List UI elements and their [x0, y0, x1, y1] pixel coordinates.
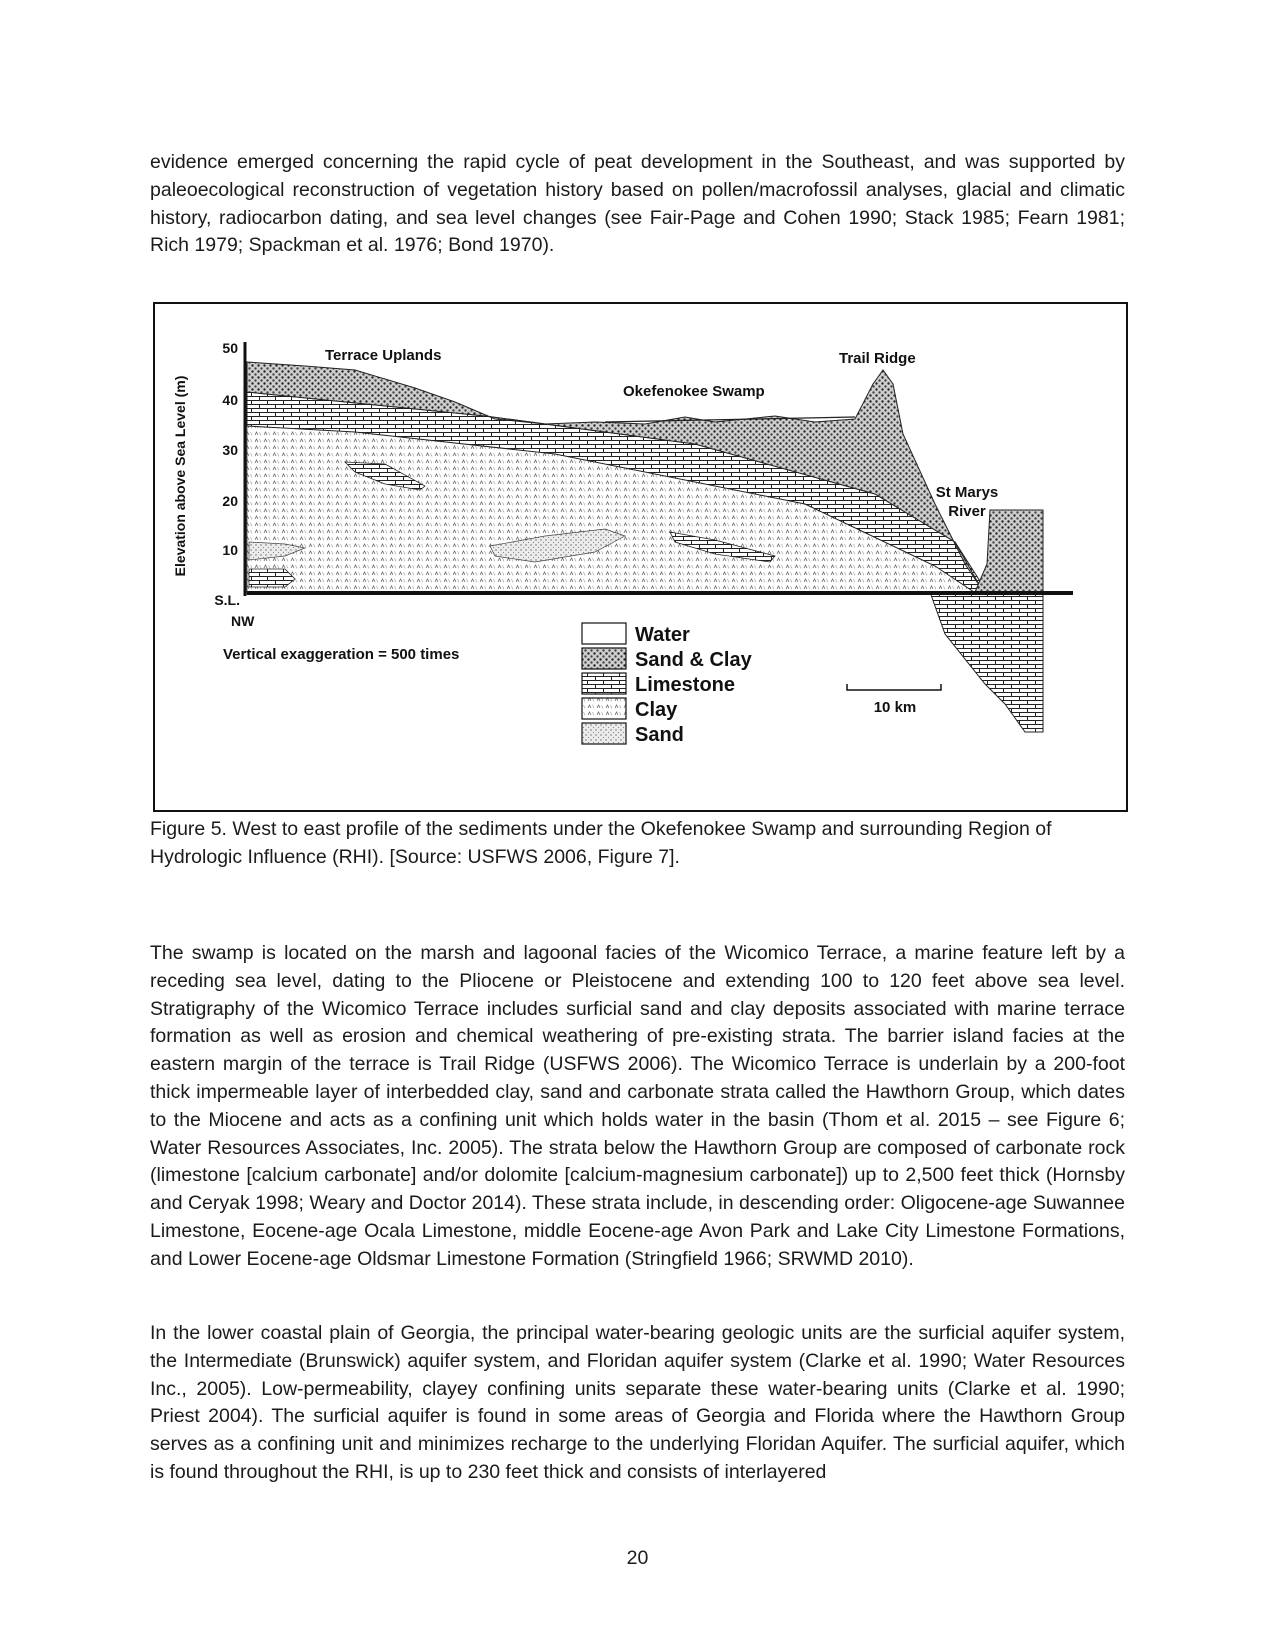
direction-nw: NW	[231, 613, 255, 629]
scale-bar-label: 10 km	[873, 699, 917, 716]
y-tick-50: 50	[222, 340, 238, 356]
limestone-lens	[249, 569, 295, 587]
legend-swatch-water	[582, 623, 626, 644]
intro-paragraph: evidence emerged concerning the rapid cycle of peat development in the Southeast, and was supported by paleoecological reconstruction of vegetation history based on pollen/macrofossil analyses, glacial and climatic history, radiocarbon dating, and sea level changes (see Fair-Page and Cohen 1990; Stack 1985; Fearn 1981; Rich 1979; Spackman et al. 1976; Bond 1970).	[150, 151, 1125, 257]
legend-label-sand: Sand	[635, 724, 684, 746]
legend-label-clay: Clay	[635, 699, 678, 721]
y-tick-30: 30	[222, 442, 238, 458]
page-number: 20	[626, 1547, 649, 1569]
label-st-marys: St Marys	[935, 484, 999, 501]
label-trail-ridge: Trail Ridge	[839, 350, 916, 367]
y-axis-label: Elevation above Sea Level (m)	[172, 375, 188, 577]
legend-label-water: Water	[635, 624, 690, 646]
figure-5-profile	[153, 302, 1128, 812]
legend-swatch-sand	[582, 723, 626, 744]
st-marys-sand-clay	[975, 510, 1043, 592]
label-terrace-uplands: Terrace Uplands	[325, 347, 442, 364]
label-okefenokee-swamp: Okefenokee Swamp	[623, 383, 765, 400]
legend-label-limestone: Limestone	[635, 674, 736, 696]
y-tick-20: 20	[222, 493, 238, 509]
body-paragraph-aquifers: In the lower coastal plain of Georgia, the principal water-bearing geologic units are the surficial aquifer system, the Intermediate (Brunswick) aquifer system, and Floridan aquifer system (Clarke et al. 1990; Water Resources Inc., 2005). Low-permeability, clayey confining units separate these water-bearing units (Clarke et al. 1990; Priest 2004). The surficial aquifer is found in some areas of Georgia and Florida where the Hawthorn Group serves as a confining unit and minimizes recharge to the underlying Floridan Aquifer. The surficial aquifer, which is found throughout the RHI, is up to 230 feet thick and consists of interlayered	[150, 1322, 1125, 1483]
figure-caption: Figure 5. West to east profile of the sediments under the Okefenokee Swamp and surrounding Region of Hydrologic Influence (RHI). [Source: USFWS 2006, Figure 7].	[150, 818, 1052, 868]
legend-label-sand-clay: Sand & Clay	[635, 649, 752, 671]
legend-swatch-sand-clay	[582, 648, 626, 669]
y-tick-sl: S.L.	[214, 592, 240, 608]
y-tick-40: 40	[222, 392, 238, 408]
st-marys-limestone	[930, 592, 1043, 732]
legend-swatch-limestone	[582, 673, 626, 694]
body-paragraph-wicomico: The swamp is located on the marsh and lagoonal facies of the Wicomico Terrace, a marine feature left by a receding sea level, dating to the Pliocene or Pleistocene and extending 100 to 120 feet above sea level. Stratigraphy of the Wicomico Terrace includes surficial sand and clay deposits associated with marine terrace formation as well as erosion and chemical weathering of pre-existing strata. The barrier island facies at the eastern margin of the terrace is Trail Ridge (USFWS 2006). The Wicomico Terrace is underlain by a 200-foot thick impermeable layer of interbedded clay, sand and carbonate strata called the Hawthorn Group, which dates to the Miocene and acts as a confining unit which holds water in the basin (Thom et al. 2015 – see Figure 6; Water Resources Associates, Inc. 2005). The strata below the Hawthorn Group are composed of carbonate rock (limestone [calcium carbonate] and/or dolomite [calcium-magnesium carbonate]) up to 2,500 feet thick (Hornsby and Ceryak 1998; Weary and Doctor 2014). These strata include, in descending order: Oligocene-age Suwannee Limestone, Eocene-age Ocala Limestone, middle Eocene-age Avon Park and Lake City Limestone Formations, and Lower Eocene-age Oldsmar Limestone Formation (Stringfield 1966; SRWMD 2010).	[150, 942, 1125, 1270]
legend-swatch-clay	[582, 698, 626, 719]
label-river: River	[948, 503, 986, 520]
scale-bar	[847, 684, 941, 690]
exaggeration-note: Vertical exaggeration = 500 times	[223, 646, 460, 663]
y-tick-10: 10	[222, 542, 238, 558]
